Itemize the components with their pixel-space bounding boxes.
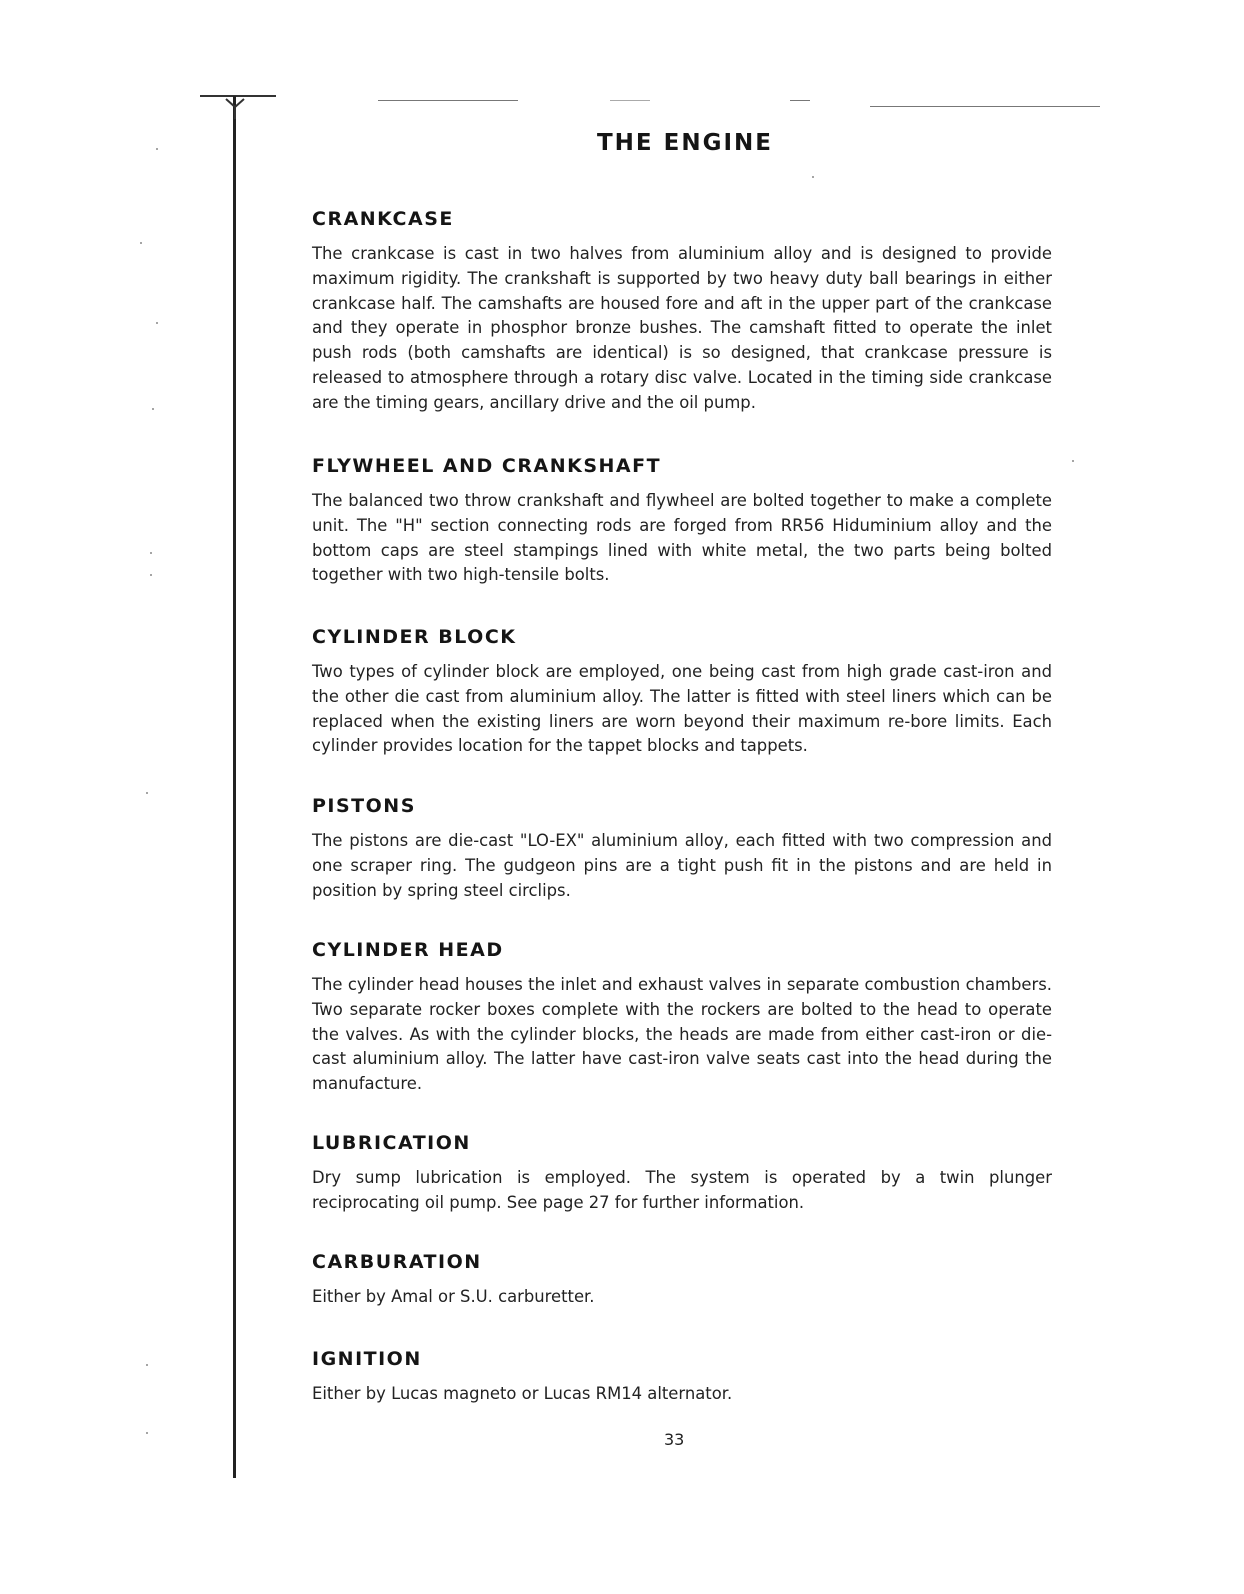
section-body: The balanced two throw crankshaft and flywheel are bolted together to make a complete unit. The "H" section connecting rods are forged from RR56 Hiduminium alloy and the bottom caps are steel stampings lined with white metal, the two parts being bolted together with two high-tensile bolts. [312, 491, 1052, 585]
section-cylinder-block [312, 626, 1052, 759]
binding-mark-icon [224, 97, 246, 119]
top-scan-rule [610, 100, 650, 101]
section-ignition [312, 1348, 1052, 1407]
scan-speck [146, 1432, 148, 1434]
page-number: 33 [664, 1430, 685, 1449]
section-body: Either by Amal or S.U. carburetter. [312, 1287, 595, 1306]
page-title: THE ENGINE [596, 130, 773, 156]
scan-speck [152, 408, 154, 410]
scan-speck [146, 792, 148, 794]
binding-margin-line [233, 96, 236, 1478]
section-heading: PISTONS [312, 795, 416, 817]
section-carburation [312, 1251, 1052, 1310]
top-scan-rule [790, 100, 810, 101]
section-heading: IGNITION [312, 1348, 422, 1370]
section-cylinder-head [312, 939, 1052, 1097]
section-body: Dry sump lubrication is employed. The system is operated by a twin plunger reciprocating oil pump. See page 27 for further information. [312, 1168, 1052, 1212]
section-heading: CRANKCASE [312, 208, 454, 230]
top-scan-rule [378, 100, 518, 101]
section-crankcase [312, 208, 1052, 416]
section-body: The pistons are die-cast "LO-EX" aluminium alloy, each fitted with two compression and one scraper ring. The gudgeon pins are a tight push fit in the pistons and are held in position by spring steel circlips. [312, 831, 1052, 900]
section-lubrication [312, 1132, 1052, 1216]
section-heading: CYLINDER BLOCK [312, 626, 517, 648]
section-heading: CYLINDER HEAD [312, 939, 504, 961]
section-flywheel-crankshaft [312, 455, 1052, 588]
section-heading: FLYWHEEL AND CRANKSHAFT [312, 455, 662, 477]
section-body: The crankcase is cast in two halves from aluminium alloy and is designed to provide maximum rigidity. The crankshaft is supported by two heavy duty ball bearings in either crankcase half. The camshafts are housed fore and aft in the upper part of the crankcase and they operate in phosphor bronze bushes. The camshaft fitted to operate the inlet push rods (both camshafts are identical) is so designed, that crankcase pressure is released to atmosphere through a rotary disc valve. Located in the timing side crankcase are the timing gears, ancillary drive and the oil pump. [312, 244, 1052, 412]
section-body: Either by Lucas magneto or Lucas RM14 alternator. [312, 1384, 733, 1403]
scan-speck [812, 176, 814, 178]
top-scan-rule [870, 106, 1100, 107]
scan-speck [156, 322, 158, 324]
scan-speck [150, 552, 152, 554]
scan-speck [150, 574, 152, 576]
section-pistons [312, 795, 1052, 903]
section-heading: CARBURATION [312, 1251, 482, 1273]
scan-speck [146, 1364, 148, 1366]
section-body: Two types of cylinder block are employed, one being cast from high grade cast-iron and the other die cast from aluminium alloy. The latter is fitted with steel liners which can be replaced when the existing liners are worn beyond their maximum re-bore limits. Each cylinder provides location for the tappet blocks and tappets. [312, 662, 1052, 756]
section-body: The cylinder head houses the inlet and exhaust valves in separate combustion chambers. Two separate rocker boxes complete with the rockers are bolted to the head to operate the valves. As with the cylinder blocks, the heads are made from either cast-iron or die-cast aluminium alloy. The latter have cast-iron valve seats cast into the head during the manufacture. [312, 975, 1052, 1094]
scan-speck [1072, 460, 1074, 462]
scan-speck [140, 242, 142, 244]
section-heading: LUBRICATION [312, 1132, 471, 1154]
